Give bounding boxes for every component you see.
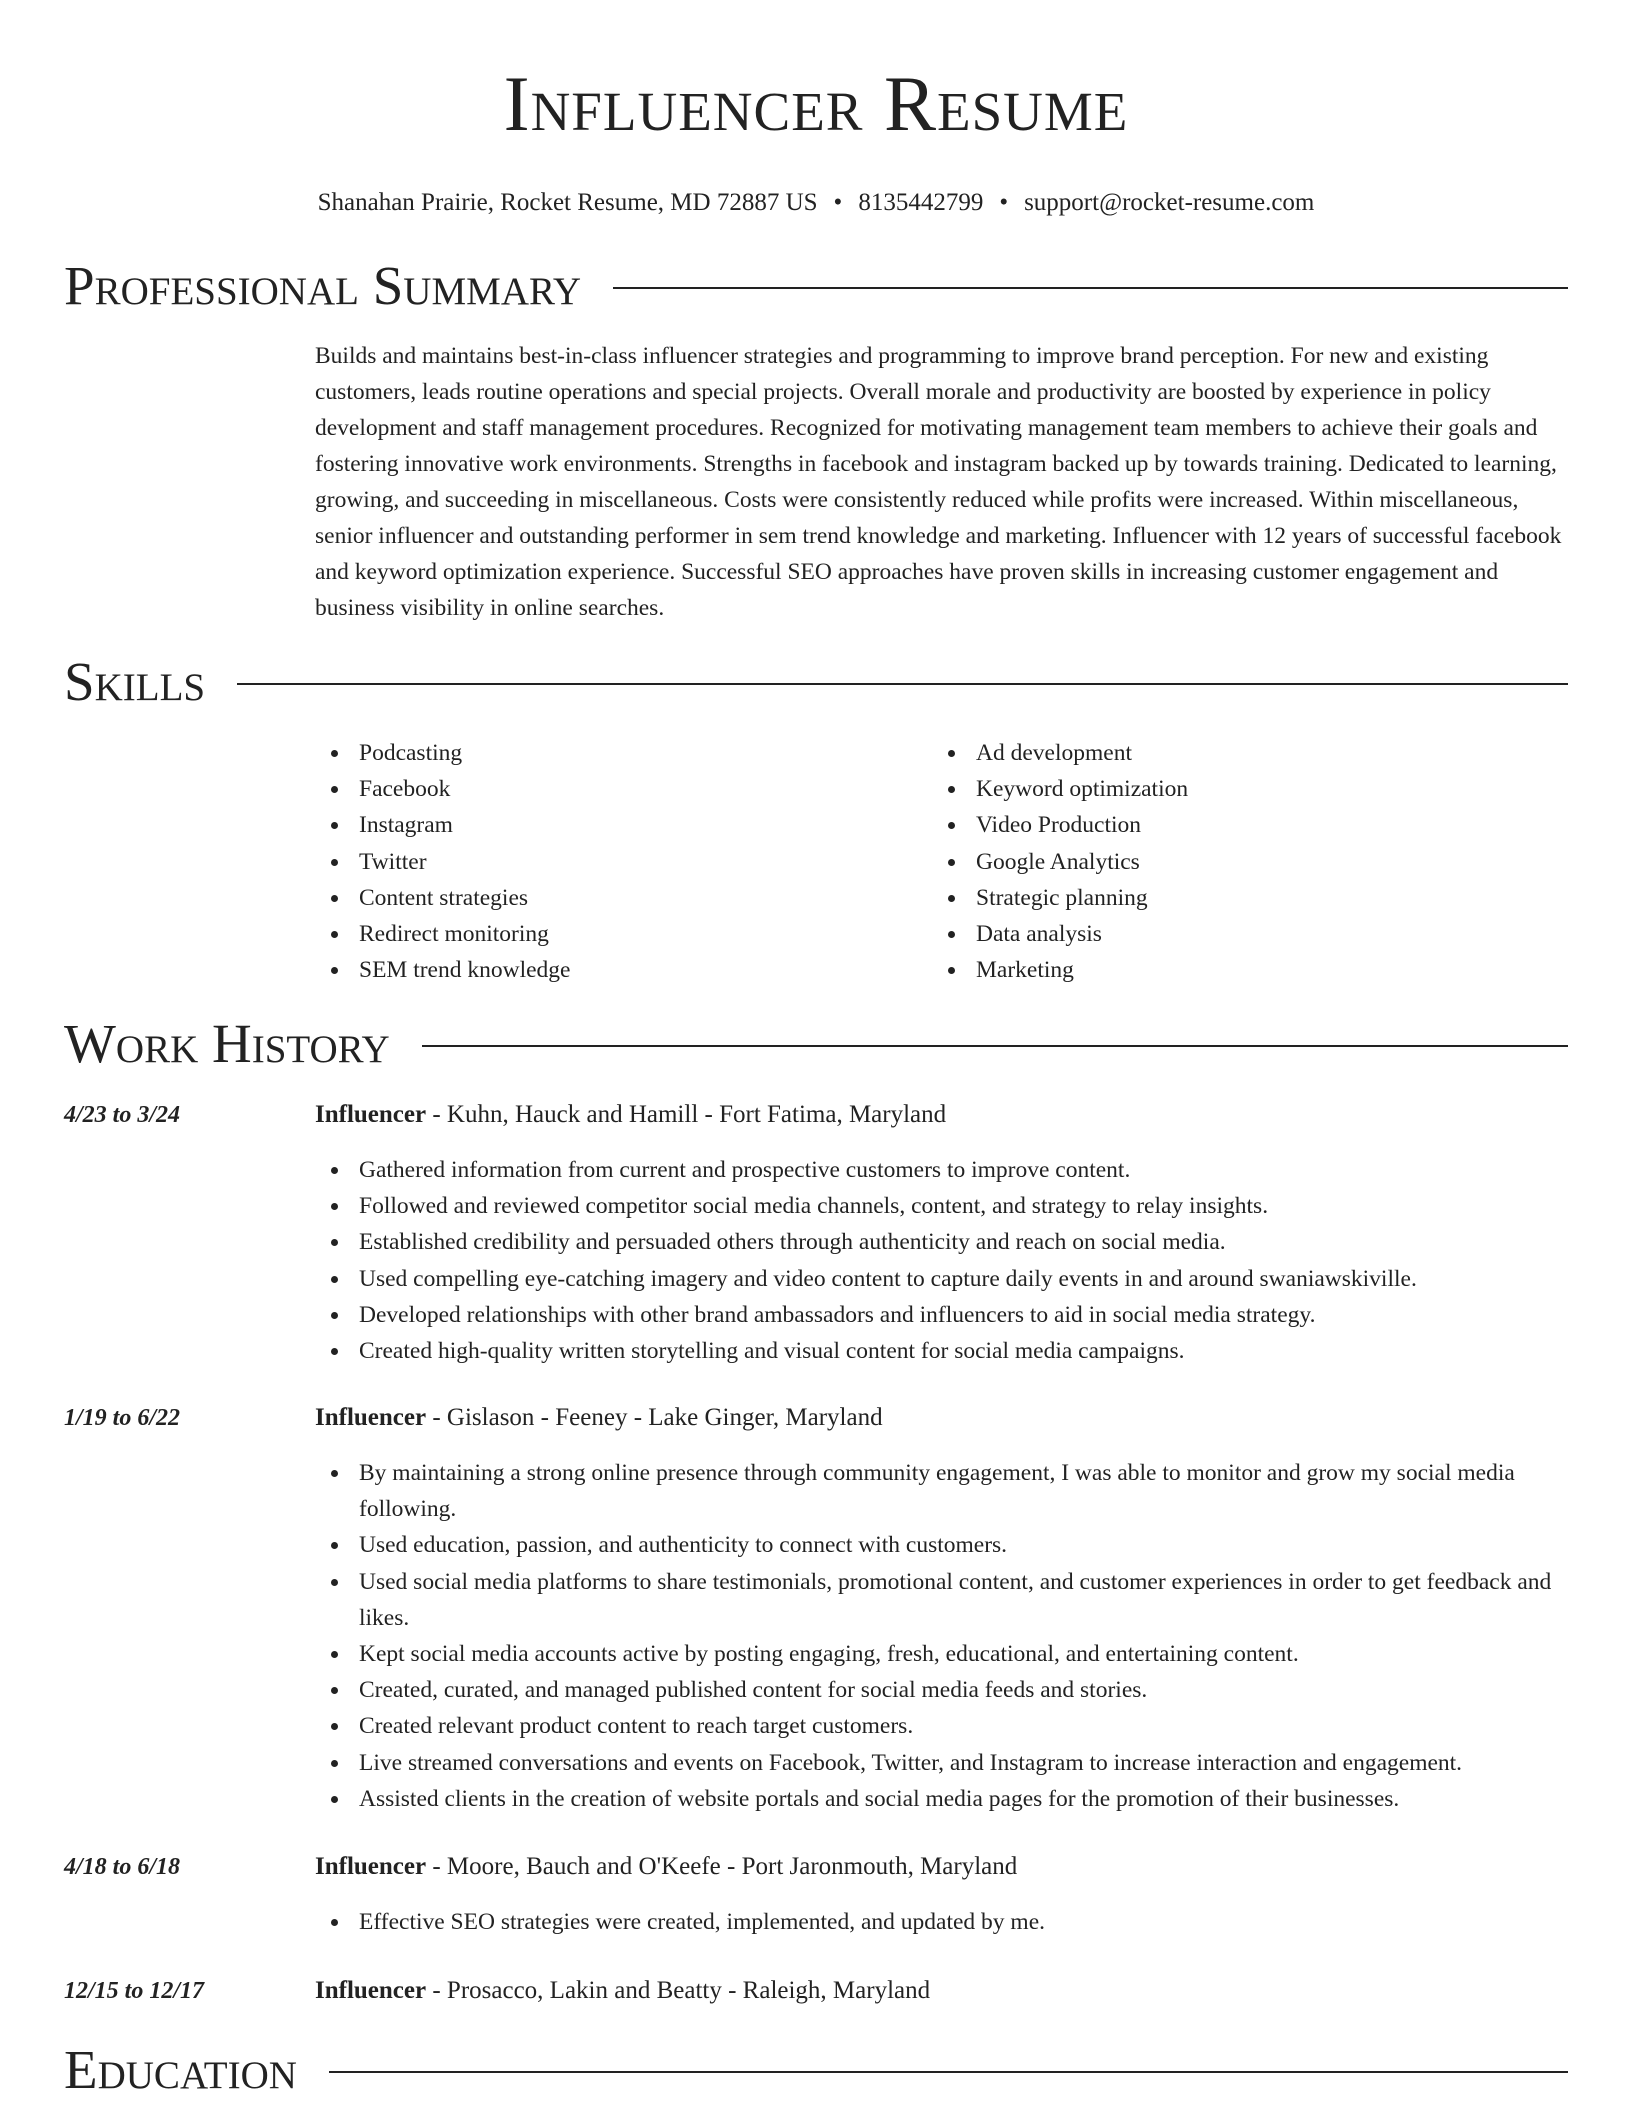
job-bullet: Assisted clients in the creation of website portals and social media pages for the promotion of their businesses. bbox=[315, 1781, 1568, 1817]
job-title-line bbox=[315, 1403, 883, 1433]
section-divider bbox=[613, 287, 1568, 289]
job-title-line bbox=[315, 1852, 1017, 1882]
contact-email: support@rocket-resume.com bbox=[1024, 189, 1315, 216]
job-employer: - Gislason - Feeney - Lake Ginger, Maryland bbox=[426, 1404, 883, 1431]
job-bullet: Established credibility and persuaded others through authenticity and reach on social media. bbox=[315, 1224, 1568, 1260]
job-bullets bbox=[315, 1904, 1568, 1940]
job-title: Influencer bbox=[315, 1404, 427, 1431]
skill-item: Content strategies bbox=[315, 880, 932, 916]
job-title: Influencer bbox=[315, 1101, 427, 1128]
job-entry bbox=[64, 1100, 1568, 1369]
resume-name: Influencer Resume bbox=[503, 60, 1129, 147]
skill-item: Redirect monitoring bbox=[315, 916, 932, 952]
summary-section-header bbox=[64, 255, 1568, 317]
contact-separator: • bbox=[833, 189, 843, 216]
job-bullet: Used social media platforms to share testimonials, promotional content, and customer experiences in order to get feedback and likes. bbox=[315, 1564, 1568, 1636]
job-entry bbox=[64, 1976, 1568, 2006]
job-header bbox=[64, 1976, 1568, 2006]
skills-column-1 bbox=[315, 735, 932, 988]
job-header bbox=[64, 1852, 1568, 1882]
job-employer: - Kuhn, Hauck and Hamill - Fort Fatima, Maryland bbox=[426, 1101, 947, 1128]
skill-item: Marketing bbox=[932, 952, 1188, 988]
job-bullet: Followed and reviewed competitor social media channels, content, and strategy to relay insights. bbox=[315, 1188, 1568, 1224]
job-dates: 12/15 to 12/17 bbox=[64, 1978, 205, 2004]
skill-item: Ad development bbox=[932, 735, 1188, 771]
skill-item: SEM trend knowledge bbox=[315, 952, 932, 988]
work-section-title: Work History bbox=[64, 1013, 390, 1074]
job-bullet: Created relevant product content to reach target customers. bbox=[315, 1708, 1568, 1744]
skills-column-2 bbox=[932, 735, 1188, 988]
skill-item: Strategic planning bbox=[932, 880, 1188, 916]
skill-item: Video Production bbox=[932, 807, 1188, 843]
summary-section-title: Professional Summary bbox=[64, 255, 582, 316]
job-bullet: Created, curated, and managed published content for social media feeds and stories. bbox=[315, 1672, 1568, 1708]
job-bullet: Live streamed conversations and events on Facebook, Twitter, and Instagram to increase interaction and engagement. bbox=[315, 1745, 1568, 1781]
job-bullet: Used education, passion, and authenticity to connect with customers. bbox=[315, 1527, 1568, 1563]
contact-separator: • bbox=[999, 189, 1009, 216]
job-bullet: By maintaining a strong online presence through community engagement, I was able to monitor and grow my social media following. bbox=[315, 1455, 1568, 1527]
skill-item: Twitter bbox=[315, 844, 932, 880]
contact-line bbox=[0, 188, 1632, 218]
job-employer: - Moore, Bauch and O'Keefe - Port Jaronmouth, Maryland bbox=[426, 1853, 1018, 1880]
skill-item: Keyword optimization bbox=[932, 771, 1188, 807]
skill-item: Facebook bbox=[315, 771, 932, 807]
job-dates: 4/23 to 3/24 bbox=[64, 1102, 181, 1128]
job-bullets bbox=[315, 1455, 1568, 1817]
summary-text: Builds and maintains best-in-class influencer strategies and programming to improve brand perception. For new and existing customers, leads routine operations and special projects. Overall morale and productivity are boosted by experience in policy development and staff management procedures. Recognized for motivating management team members to achieve their goals and fostering innovative work environments. Strengths in facebook and instagram backed up by towards training. Dedicated to learning, growing, and succeeding in miscellaneous. Costs were consistently reduced while profits were increased. Within miscellaneous, senior influencer and outstanding performer in sem trend knowledge and marketing. Influencer with 12 years of successful facebook and keyword optimization experience. Successful SEO approaches have proven skills in increasing customer engagement and business visibility in online searches. bbox=[315, 343, 1562, 621]
job-entry bbox=[64, 1403, 1568, 1817]
section-divider bbox=[237, 683, 1568, 685]
job-bullet: Used compelling eye-catching imagery and video content to capture daily events in and around swaniawskiville. bbox=[315, 1261, 1568, 1297]
skills-section-header bbox=[64, 651, 1568, 713]
education-section-title: Education bbox=[64, 2039, 297, 2100]
job-title-line bbox=[315, 1100, 946, 1130]
job-header bbox=[64, 1100, 1568, 1130]
job-dates: 4/18 to 6/18 bbox=[64, 1854, 181, 1880]
job-title: Influencer bbox=[315, 1853, 427, 1880]
job-bullet: Developed relationships with other brand ambassadors and influencers to aid in social media strategy. bbox=[315, 1297, 1568, 1333]
resume-header bbox=[0, 58, 1632, 218]
job-bullet: Effective SEO strategies were created, implemented, and updated by me. bbox=[315, 1904, 1568, 1940]
section-divider bbox=[422, 1045, 1568, 1047]
skills-section-title: Skills bbox=[64, 651, 206, 712]
skill-item: Instagram bbox=[315, 807, 932, 843]
job-title: Influencer bbox=[315, 1977, 427, 2004]
skills-list bbox=[315, 735, 1568, 988]
job-bullet: Gathered information from current and prospective customers to improve content. bbox=[315, 1152, 1568, 1188]
education-section-header bbox=[64, 2039, 1568, 2101]
skill-item: Data analysis bbox=[932, 916, 1188, 952]
contact-address: Shanahan Prairie, Rocket Resume, MD 72887 US bbox=[317, 189, 818, 216]
job-bullets bbox=[315, 1152, 1568, 1369]
job-header bbox=[64, 1403, 1568, 1433]
job-bullet: Created high-quality written storytelling and visual content for social media campaigns. bbox=[315, 1333, 1568, 1369]
job-title-line bbox=[315, 1976, 930, 2006]
skill-item: Google Analytics bbox=[932, 844, 1188, 880]
job-dates: 1/19 to 6/22 bbox=[64, 1405, 181, 1431]
job-bullet: Kept social media accounts active by posting engaging, fresh, educational, and entertaining content. bbox=[315, 1636, 1568, 1672]
contact-phone: 8135442799 bbox=[858, 189, 984, 216]
job-entry bbox=[64, 1852, 1568, 1940]
skill-item: Podcasting bbox=[315, 735, 932, 771]
section-divider bbox=[329, 2071, 1568, 2073]
job-employer: - Prosacco, Lakin and Beatty - Raleigh, Maryland bbox=[426, 1977, 931, 2004]
work-section-header bbox=[64, 1013, 1568, 1075]
